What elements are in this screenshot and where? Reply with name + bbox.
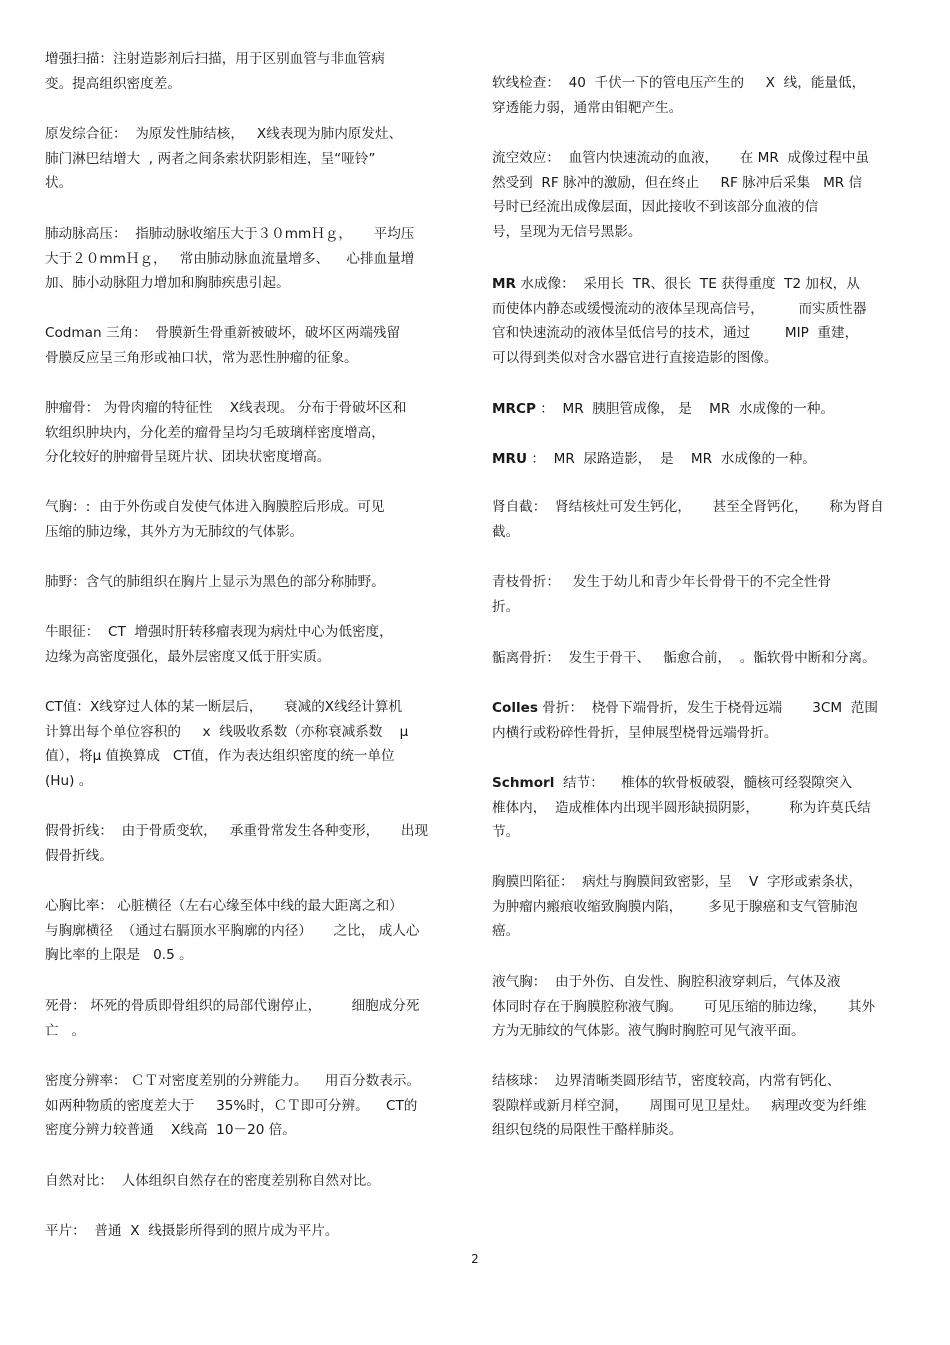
entry-text: 发生于幼儿和青少年长骨骨干的不完全性骨 折。 xyxy=(492,574,832,615)
entry-text: ＣＴ对密度差别的分辨能力。 用百分数表示。 如两种物质的密度差大于 35%时，ＣＴ即可分辨。 CT的 密度分辨力较普通 X线高 10－20 倍。 xyxy=(45,1073,421,1138)
entry-term: 骺离骨折： xyxy=(492,650,560,666)
entry-term: 原发综合征： xyxy=(45,126,127,142)
entry-text: 水成像： 采用长 TR、很长 TE 获得重度 T2 加权，从 而使体内静态或缓慢流动的液体呈现高信号， 而实质性器 官和快速流动的液体呈低信号的技术，通过 MIP 重建， 可以得到类似对含水器官进行直接造影的图像。 xyxy=(492,276,867,366)
entry-sigu xyxy=(45,994,460,1043)
entry-term: 心胸比率： xyxy=(45,898,113,914)
entry-text: 病灶与胸膜间致密影，呈 V 字形或索条状， 为肿瘤内瘢痕收缩致胸膜内陷， 多见于腺癌和支气管肺泡 癌。 xyxy=(492,874,863,939)
entry-feidongmai-gaoya xyxy=(45,222,460,296)
entry-term: 液气胸： xyxy=(492,974,547,990)
entry-term: 肿瘤骨： xyxy=(45,400,100,416)
entry-text: 由于外伤或自发使气体进入胸膜腔后形成。可见 压缩的肺边缘，其外方为无肺纹的气体影。 xyxy=(45,499,385,540)
entry-text: 由于外伤、自发性、胸腔积液穿刺后，气体及液 体同时存在于胸膜腔称液气胸。 可见压缩的肺边缘， 其外 方为无肺纹的气体影。液气胸时胸腔可见气液平面。 xyxy=(492,974,876,1039)
entry-mru xyxy=(492,447,910,472)
entry-text: 40 千伏一下的管电压产生的 X 线，能量低， 穿透能力弱，通常由钼靶产生。 xyxy=(492,75,866,116)
entry-qingzhi-guzhe xyxy=(492,570,910,619)
entry-text: 发生于骨干、 骺愈合前， 。骺软骨中断和分离。 xyxy=(559,650,876,666)
entry-xiongmo-aoxianzheng xyxy=(492,870,910,944)
entry-jiaguzhexian xyxy=(45,819,460,868)
entry-text: ：X线穿过人体的某一断层后， 衰减的X线经计算机 计算出每个单位容积的 x 线吸收系数（亦称衰减系数 μ 值），将μ 值换算成 CT值，作为表达组织密度的统一单位 (Hu) 。 xyxy=(45,699,409,789)
entry-term: 青枝骨折： xyxy=(492,574,560,590)
entry-text: 结节： 椎体的软骨板破裂，髓核可经裂隙突入 椎体内， 造成椎体内出现半圆形缺损阴影， 称为许莫氏结 节。 xyxy=(492,775,871,840)
entry-text: 血管内快速流动的血液， 在 MR 成像过程中虽 然受到 RF 脉冲的激励，但在终止 RF 脉冲后采集 MR 信 号时已经流出成像层面，因此接收不到该部分血液的信 号，呈现为无信号黑影。 xyxy=(492,150,870,240)
entry-term: 流空效应： xyxy=(492,150,560,166)
entry-feiye xyxy=(45,570,460,595)
entry-text: 坏死的骨质即骨组织的局部代谢停止， 细胞成分死 亡 。 xyxy=(45,998,420,1039)
entry-term: Colles xyxy=(492,700,538,716)
entry-term: CT值 xyxy=(45,699,77,715)
entry-text: ：含气的肺组织在胸片上显示为黑色的部分称肺野。 xyxy=(72,574,385,590)
entry-term: 牛眼征： xyxy=(45,624,100,640)
entry-yeqixiong xyxy=(492,970,910,1044)
entry-term: Schmorl xyxy=(492,775,555,791)
entry-houli-guzhe xyxy=(492,646,910,671)
entry-term: 软线检查： xyxy=(492,75,560,91)
entry-yuanfa-zonghezheng xyxy=(45,122,460,196)
entry-zhongliu-gu xyxy=(45,396,460,470)
entry-zengqiang-saomiao xyxy=(45,47,460,96)
entry-jiehe-qiu xyxy=(492,1069,910,1143)
entry-text: 骨折： 桡骨下端骨折，发生于桡骨远端 3CM 范围 内横行或粉碎性骨折，呈伸展型桡骨远端骨折。 xyxy=(492,700,878,741)
entry-liukong-xiaoying xyxy=(492,146,910,244)
entry-text: 普通 X 线摄影所得到的照片成为平片。 xyxy=(85,1223,339,1239)
entry-shen-zijie xyxy=(492,495,910,544)
entry-term: Codman 三角： xyxy=(45,325,147,341)
entry-text: 为原发性肺结核， X线表现为肺内原发灶、 肺门淋巴结增大 , 两者之间条索状阴影相连，呈“哑铃” 状。 xyxy=(45,126,403,191)
entry-ruanxian-jiancha xyxy=(492,71,910,120)
entry-xinxiong-bilv xyxy=(45,894,460,968)
entry-mr-shuichengxiang xyxy=(492,272,910,370)
entry-text: CT 增强时肝转移瘤表现为病灶中心为低密度， 边缘为高密度强化，最外层密度又低于肝实质。 xyxy=(45,624,393,665)
entry-term: MRU xyxy=(492,451,528,467)
entry-term: MR xyxy=(492,276,516,292)
entry-term: 增强扫描 xyxy=(45,51,100,67)
entry-term: 结核球： xyxy=(492,1073,547,1089)
entry-colles-guzhe xyxy=(492,696,910,745)
entry-term: 胸膜凹陷征： xyxy=(492,874,574,890)
entry-text: 人体组织自然存在的密度差别称自然对比。 xyxy=(112,1173,380,1189)
entry-text: 为骨肉瘤的特征性 X线表现。 分布于骨破坏区和 软组织肿块内，分化差的瘤骨呈均匀毛玻璃样密度增高， 分化较好的肿瘤骨呈斑片状、团块状密度增高。 xyxy=(45,400,407,465)
entry-text: ： MR 尿路造影， 是 MR 水成像的一种。 xyxy=(527,451,816,467)
entry-term: 死骨： xyxy=(45,998,86,1014)
entry-mrcp xyxy=(492,397,910,422)
entry-term: 假骨折线： xyxy=(45,823,113,839)
entry-term: 肺动脉高压： xyxy=(45,226,127,242)
entry-text: 骨膜新生骨重新被破坏，破坏区两端残留 骨膜反应呈三角形或袖口状，常为恶性肿瘤的征象。 xyxy=(45,325,401,366)
entry-text: 由于骨质变软， 承重骨常发生各种变形， 出现 假骨折线。 xyxy=(45,823,429,864)
entry-text: 指肺动脉收缩压大于３０mmＨｇ， 平均压 大于２０mmＨｇ， 常由肺动脉血流量增多、 心排血量增 加、肺小动脉阻力增加和胸肺疾患引起。 xyxy=(45,226,415,291)
entry-term: 气胸：: xyxy=(45,499,91,515)
entry-qixiong xyxy=(45,495,460,544)
entry-text: 边界清晰类圆形结节，密度较高，内常有钙化、 裂隙样或新月样空洞， 周围可见卫星灶。 病理改变为纤维 组织包绕的局限性干酪样肺炎。 xyxy=(492,1073,867,1138)
entry-text: ： MR 胰胆管成像， 是 MR 水成像的一种。 xyxy=(535,401,835,417)
entry-pingpian xyxy=(45,1219,460,1244)
entry-ct-value xyxy=(45,695,460,793)
entry-text: 肾结核灶可发生钙化， 甚至全肾钙化， 称为肾自 截。 xyxy=(492,499,884,540)
entry-term: 肾自截： xyxy=(492,499,547,515)
entry-text: ：注射造影剂后扫描，用于区别血管与非血管病 变。提高组织密度差。 xyxy=(45,51,385,92)
entry-midu-fenbianlv xyxy=(45,1069,460,1143)
entry-term: 密度分辨率： xyxy=(45,1073,127,1089)
entry-term: 自然对比： xyxy=(45,1173,113,1189)
entry-term: 肺野 xyxy=(45,574,73,590)
page-number: 2 xyxy=(471,1252,479,1266)
entry-codman-triangle xyxy=(45,321,460,370)
entry-term: MRCP xyxy=(492,401,536,417)
entry-text: 心脏横径（左右心缘至体中线的最大距离之和） 与胸廓横径 （通过右膈顶水平胸廓的内径） 之比， 成人心 胸比率的上限是 0.5 。 xyxy=(45,898,420,963)
entry-term: 平片： xyxy=(45,1223,86,1239)
entry-ziran-duibi xyxy=(45,1169,460,1194)
entry-niuyanzheng xyxy=(45,620,460,669)
entry-schmorl-jiejie xyxy=(492,771,910,845)
